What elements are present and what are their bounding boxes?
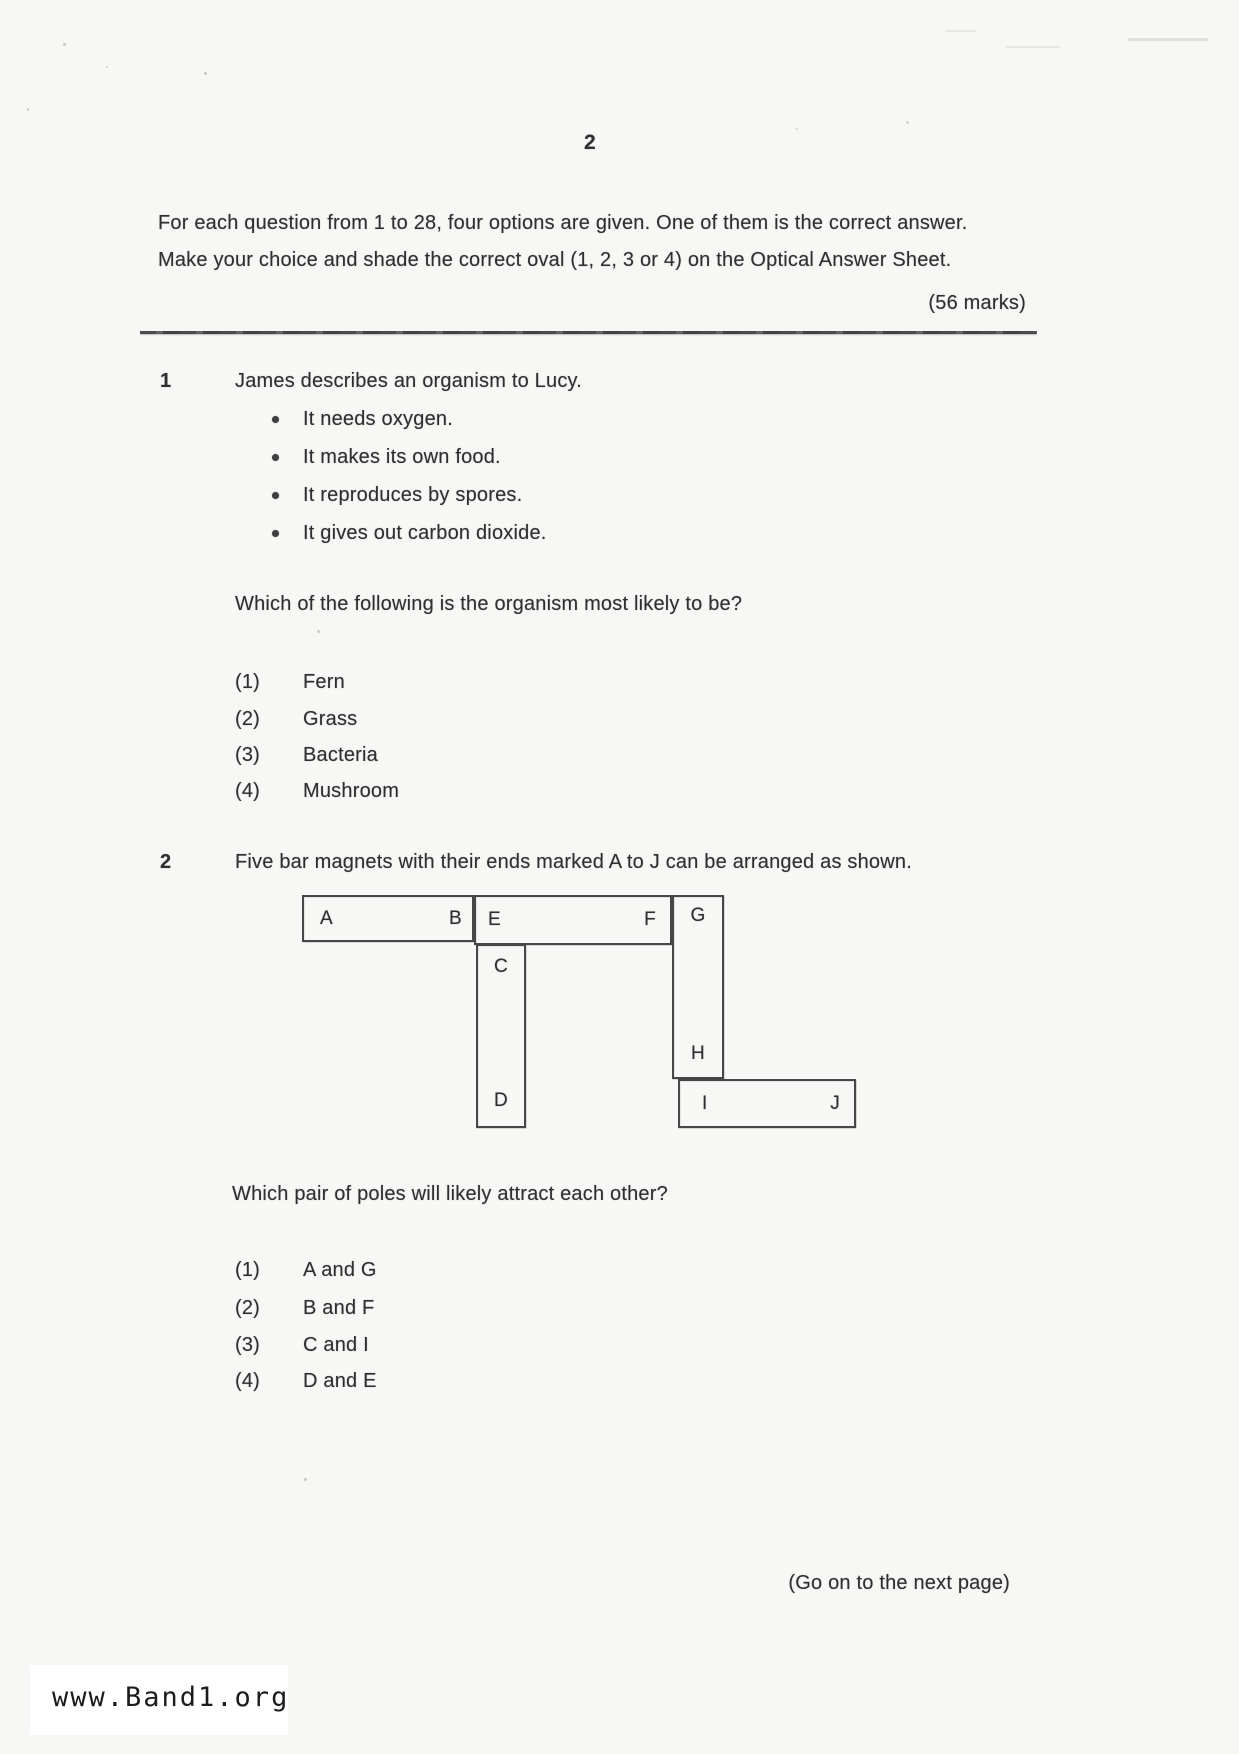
bullet-item	[272, 407, 453, 431]
magnet-bar-ef	[474, 895, 672, 945]
option-label: Bacteria	[303, 744, 378, 766]
bullet-dot-icon	[272, 530, 279, 537]
bullet-item	[272, 445, 501, 469]
option-number: (2)	[235, 1297, 261, 1319]
pole-label-d: D	[493, 1090, 509, 1111]
scan-speck	[795, 128, 798, 130]
scan-speck	[304, 1478, 307, 1481]
option-row	[235, 707, 357, 731]
question-1-stem: James describes an organism to Lucy.	[235, 370, 582, 392]
bullet-item	[272, 521, 547, 545]
bullet-text: It needs oxygen.	[303, 408, 453, 430]
pole-label-g: G	[690, 905, 706, 926]
pole-label-h: H	[690, 1043, 706, 1064]
section-divider	[140, 331, 1037, 334]
option-number: (4)	[235, 780, 261, 802]
bullet-dot-icon	[272, 416, 279, 423]
pole-label-j: J	[830, 1092, 840, 1114]
scan-smudge	[1005, 46, 1060, 48]
question-2-prompt: Which pair of poles will likely attract each other?	[232, 1183, 668, 1205]
magnet-bar-gh	[672, 895, 724, 1079]
option-label: B and F	[303, 1297, 375, 1319]
scan-speck	[27, 108, 29, 111]
scan-speck	[317, 630, 320, 633]
question-1-prompt: Which of the following is the organism most likely to be?	[235, 593, 743, 615]
next-page-note: (Go on to the next page)	[788, 1572, 1010, 1594]
bullet-dot-icon	[272, 454, 279, 461]
scan-speck	[906, 121, 909, 124]
bullet-text: It makes its own food.	[303, 446, 501, 468]
pole-label-c: C	[493, 956, 509, 977]
option-row	[235, 1258, 377, 1282]
bullet-text: It gives out carbon dioxide.	[303, 522, 547, 544]
question-1-number: 1	[160, 370, 172, 392]
instructions-line-1: For each question from 1 to 28, four options are given. One of them is the correct answer.	[158, 212, 968, 234]
option-number: (3)	[235, 744, 261, 766]
scan-smudge	[1128, 38, 1208, 41]
scan-speck	[204, 72, 207, 75]
option-number: (3)	[235, 1334, 261, 1356]
option-number: (1)	[235, 671, 261, 693]
option-row	[235, 670, 345, 694]
question-2-stem: Five bar magnets with their ends marked A to J can be arranged as shown.	[235, 851, 912, 873]
pole-label-f: F	[644, 909, 656, 930]
option-label: A and G	[303, 1259, 377, 1281]
question-2-number: 2	[160, 851, 172, 873]
watermark-text: www.Band1.org	[52, 1682, 290, 1713]
bullet-dot-icon	[272, 492, 279, 499]
pole-label-a: A	[320, 907, 333, 929]
scan-speck	[63, 43, 66, 46]
option-row	[235, 779, 399, 803]
magnet-bar-ab	[302, 895, 474, 942]
option-number: (2)	[235, 708, 261, 730]
option-label: Mushroom	[303, 780, 400, 802]
option-label: C and I	[303, 1334, 369, 1356]
instructions-line-2: Make your choice and shade the correct oval (1, 2, 3 or 4) on the Optical Answer Sheet.	[158, 249, 952, 271]
pole-label-e: E	[488, 909, 501, 930]
option-number: (4)	[235, 1370, 261, 1392]
option-row	[235, 1333, 369, 1357]
option-row	[235, 1369, 377, 1393]
option-row	[235, 1296, 374, 1320]
watermark-strip	[30, 1665, 288, 1735]
marks-count: (56 marks)	[928, 292, 1026, 314]
scan-smudge	[946, 30, 976, 32]
option-number: (1)	[235, 1259, 261, 1281]
instructions-block	[158, 205, 1040, 279]
bullet-item	[272, 483, 522, 507]
option-label: D and E	[303, 1370, 377, 1392]
pole-label-i: I	[702, 1092, 708, 1114]
bullet-text: It reproduces by spores.	[303, 484, 523, 506]
pole-label-b: B	[449, 907, 462, 929]
option-label: Fern	[303, 671, 345, 693]
magnet-bar-ij	[678, 1079, 856, 1128]
option-row	[235, 743, 378, 767]
scan-speck	[106, 66, 108, 68]
page-number: 2	[584, 131, 596, 154]
magnet-bar-cd	[476, 944, 526, 1128]
option-label: Grass	[303, 708, 358, 730]
